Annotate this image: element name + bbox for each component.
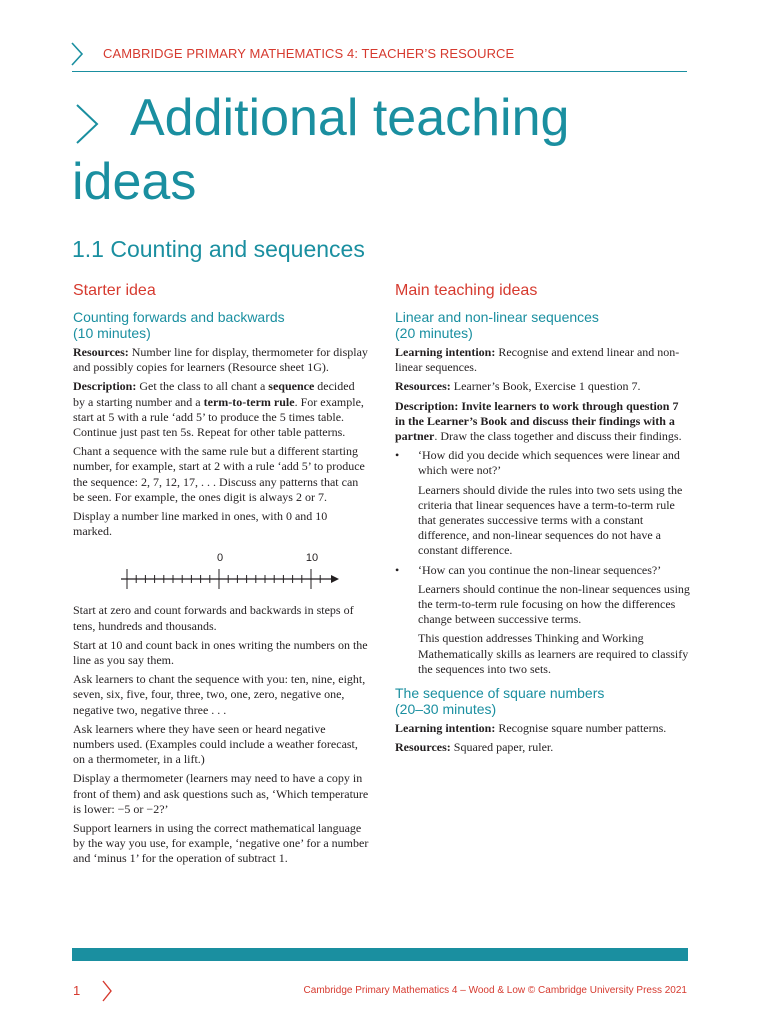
question-list <box>395 448 691 677</box>
page-number: 1 <box>73 983 81 998</box>
number-line <box>121 549 341 593</box>
main-description-paragraph <box>395 399 691 445</box>
starter-subheading <box>73 309 369 341</box>
starter-heading: Starter idea <box>73 282 156 299</box>
learning-intention-text: Recognise and extend linear and non-linear sequences. <box>395 345 680 375</box>
footer-bar <box>72 948 688 961</box>
ask-chant-paragraph: Ask learners to chant the sequence with you: ten, nine, eight, seven, six, five, four, three, two, one, zero, negative one, negative two, negative three . . . <box>73 672 366 717</box>
main-ideas-heading: Main teaching ideas <box>395 282 538 299</box>
term-rule: term-to-term rule <box>203 394 295 409</box>
running-head-sub: TEACHER’S RESOURCE <box>361 46 515 61</box>
footer-credit: Cambridge Primary Mathematics 4 – Wood & Low © Cambridge University Press 2021 <box>303 985 687 996</box>
linear-subheading-title: Linear and non-linear sequences <box>395 309 599 325</box>
chevron-right-icon <box>101 980 113 1002</box>
running-head-main: CAMBRIDGE PRIMARY MATHEMATICS 4: <box>103 46 359 61</box>
description-text-a: Get the class to all chant a <box>136 379 269 394</box>
starter-subheading-title: Counting forwards and backwards <box>73 309 285 325</box>
resources-text: Number line for display, thermometer for display and possibly copies for learners (Resource sheet 1G). <box>73 345 368 375</box>
square-resources <box>395 740 691 755</box>
number-line-zero-label: 0 <box>216 552 224 565</box>
running-head-text <box>103 46 514 61</box>
question-two-followup-2: This question addresses Thinking and Working Mathematically skills as learners are required to classify the sequences into two sets. <box>418 631 689 676</box>
chant-paragraph: Chant a sequence with the same rule but a different starting number, for example, start at 2 with a rule ‘add 5’ to produce the sequence: 2, 7, 12, 17, . . . Discuss any patterns that can be seen. For example, the ones digit is always 2 or 7. <box>73 444 365 504</box>
thermometer-paragraph: Display a thermometer (learners may need to have a copy in front of them) and ask questions such as, ‘Which temperature is lower: −5 or −2?’ <box>73 771 369 816</box>
main-description-label: Description: <box>395 398 459 413</box>
start-zero-paragraph: Start at zero and count forwards and backwards in steps of tens, hundreds and thousands. <box>73 603 354 633</box>
question-one-followup: Learners should divide the rules into two sets using the criteria that linear sequences have a term-to-term rule that generates successive terms with a constant difference, and non-linear sequences do not have a constant difference. <box>418 482 683 558</box>
square-resources-label: Resources: <box>395 740 451 755</box>
square-numbers-subheading <box>395 685 691 717</box>
square-numbers-title: The sequence of square numbers <box>395 685 605 702</box>
square-learning-intention-label: Learning intention: <box>395 721 496 736</box>
support-paragraph: Support learners in using the correct mathematical language by the way you use, for example, ‘negative one’ for a number and ‘minus 1’ for the operation of subtract 1. <box>73 821 369 866</box>
square-learning-intention <box>395 721 691 736</box>
main-resources-paragraph <box>395 379 691 394</box>
running-head <box>70 42 688 72</box>
number-line-graphic <box>121 549 341 593</box>
linear-subheading-duration: (20 minutes) <box>395 325 473 341</box>
right-column <box>395 282 691 759</box>
bullet-icon: • <box>395 562 400 577</box>
display-paragraph: Display a number line marked in ones, with 0 and 10 marked. <box>73 509 328 539</box>
term-sequence: sequence <box>268 379 315 394</box>
learning-intention-paragraph <box>395 345 691 375</box>
list-item <box>395 448 691 558</box>
starter-subheading-duration: (10 minutes) <box>73 325 151 341</box>
list-item <box>395 563 691 677</box>
number-line-ten-label: 10 <box>305 552 319 565</box>
main-resources-text: Learner’s Book, Exercise 1 question 7. <box>450 379 641 394</box>
resources-label: Resources: <box>73 345 129 359</box>
question-one: ‘How did you decide which sequences were linear and which were not?’ <box>418 448 680 478</box>
ask-where-paragraph: Ask learners where they have seen or heard negative numbers used. (Examples could include a weather forecast, on a thermometer, in a lift.) <box>73 721 358 767</box>
page-title: Additional teaching ideas <box>72 89 570 211</box>
linear-subheading <box>395 309 691 341</box>
section-title: 1.1 Counting and sequences <box>72 236 365 262</box>
question-two-followup: Learners should continue the non-linear sequences using the term-to-term rule focusing on how the differences change between successive terms. <box>418 581 690 627</box>
main-resources-label: Resources: <box>395 379 451 394</box>
chevron-right-icon <box>70 42 84 66</box>
bullet-icon: • <box>395 448 400 463</box>
resources-paragraph <box>73 345 369 375</box>
square-resources-text: Squared paper, ruler. <box>450 740 554 755</box>
square-learning-intention-text: Recognise square number patterns. <box>495 721 667 736</box>
left-column <box>73 282 369 871</box>
header-rule <box>72 71 687 72</box>
start-ten-paragraph: Start at 10 and count back in ones writing the numbers on the line as you say them. <box>73 637 368 668</box>
description-paragraph <box>73 379 369 440</box>
square-numbers-duration: (20–30 minutes) <box>395 701 497 718</box>
learning-intention-label: Learning intention: <box>395 345 496 359</box>
description-label: Description: <box>73 379 137 394</box>
question-two: ‘How can you continue the non-linear sequences?’ <box>418 562 662 577</box>
description-text-b: decided by a starting number and a <box>73 379 355 409</box>
main-description-bold: Invite learners to work through question 7 in the Learner’s Book and discuss their findings with a partner <box>395 398 679 444</box>
main-description-text: . Draw the class together and discuss their findings. <box>434 429 682 444</box>
description-text-c: . For example, start at 5 with a rule ‘add 5’ to produce the 5 times table. Continue just past ten 5s. Repeat for other table patterns. <box>73 394 364 440</box>
